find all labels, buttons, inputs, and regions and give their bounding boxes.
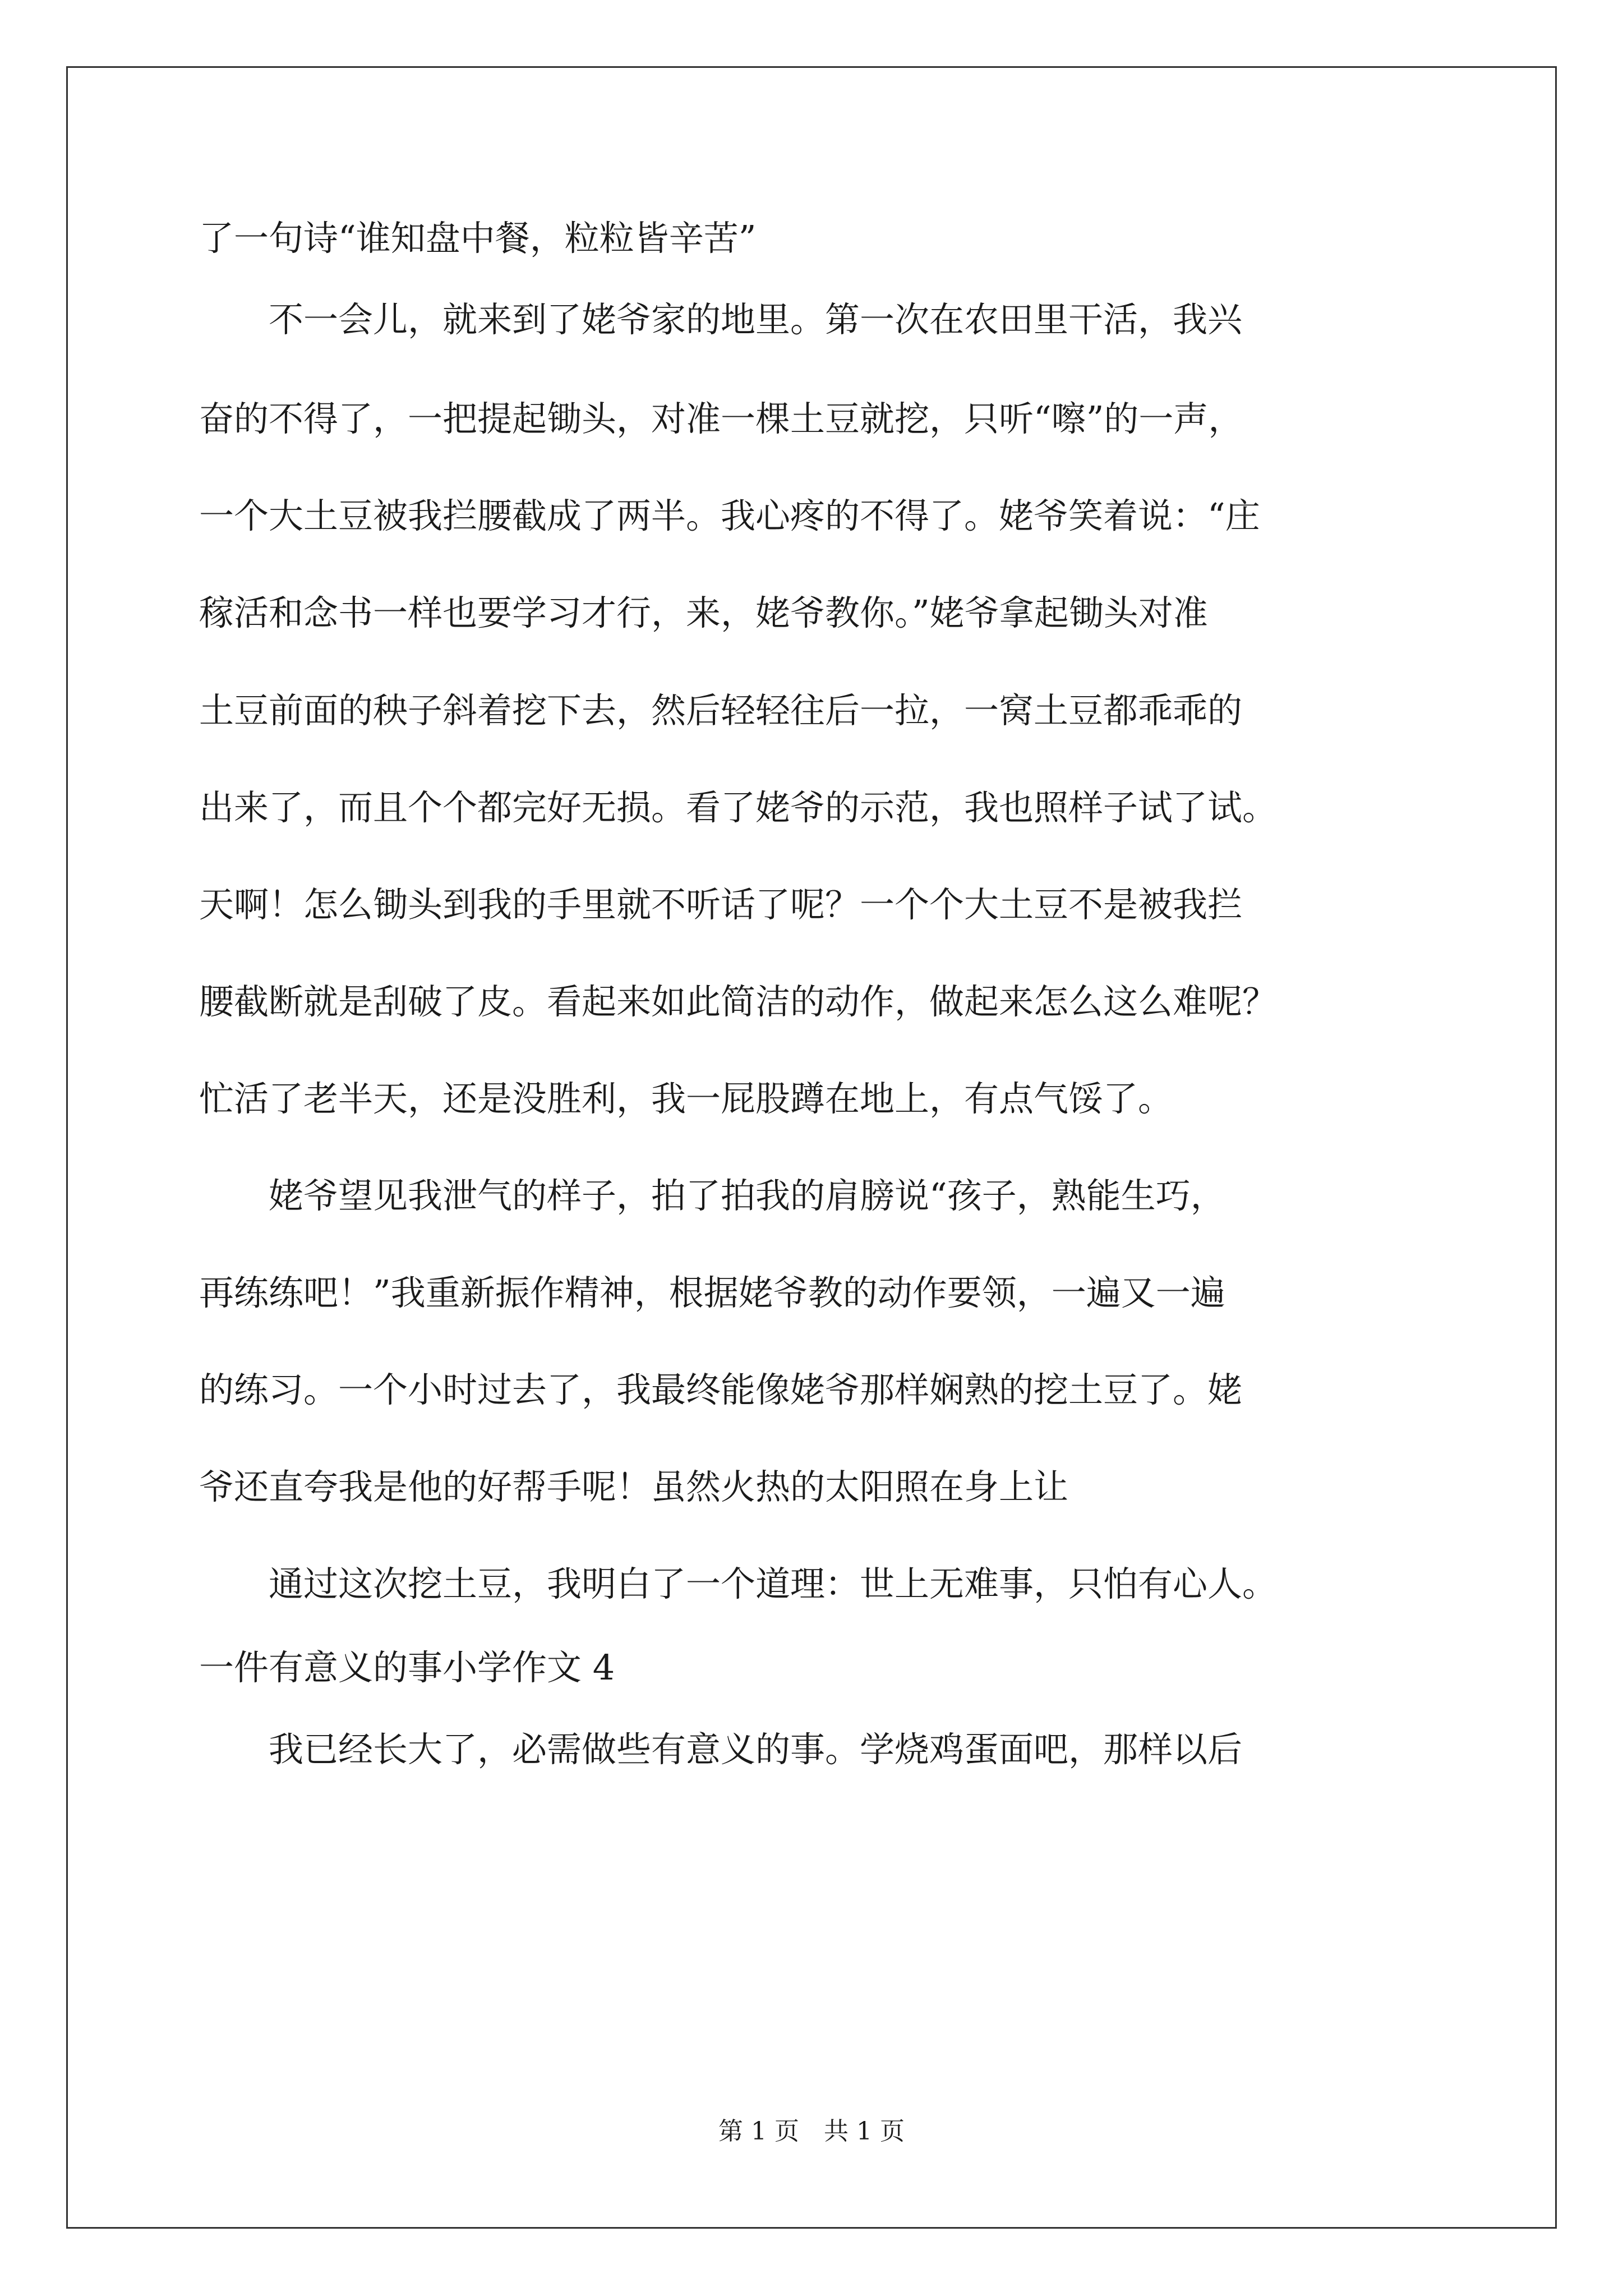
text-line: 姥爷望见我泄气的样子，拍了拍我的肩膀说“孩子，熟能生巧， <box>199 1175 1225 1216</box>
text-line: 再练练吧！”我重新振作精神，根据姥爷教的动作要领，一遍又一遍 <box>199 1272 1225 1313</box>
text-line: 天啊！怎么锄头到我的手里就不听话了呢？一个个大土豆不是被我拦 <box>199 884 1243 925</box>
text-line: 稼活和念书一样也要学习才行，来，姥爷教你。”姥爷拿起锄头对准 <box>199 592 1208 633</box>
text-line: 爷还直夸我是他的好帮手呢！虽然火热的太阳照在身上让 <box>199 1466 1069 1507</box>
page-border <box>66 66 1557 2229</box>
page-footer: 第 1 页 共 1 页 <box>718 2117 905 2146</box>
text-line: 一个大土豆被我拦腰截成了两半。我心疼的不得了。姥爷笑着说：“庄 <box>199 495 1260 536</box>
text-line: 了一句诗“谁知盘中餐，粒粒皆辛苦” <box>199 218 757 259</box>
text-line: 腰截断就是刮破了皮。看起来如此简洁的动作，做起来怎么这么难呢？ <box>199 981 1278 1022</box>
text-line: 出来了，而且个个都完好无损。看了姥爷的示范，我也照样子试了试。 <box>199 787 1278 828</box>
text-line: 忙活了老半天，还是没胜利，我一屁股蹲在地上，有点气馁了。 <box>199 1078 1173 1119</box>
text-line: 通过这次挖土豆，我明白了一个道理：世上无难事，只怕有心人。 <box>199 1563 1278 1604</box>
text-line: 的练习。一个小时过去了，我最终能像姥爷那样娴熟的挖土豆了。姥 <box>199 1369 1243 1410</box>
text-line: 我已经长大了，必需做些有意义的事。学烧鸡蛋面吧，那样以后 <box>199 1729 1243 1770</box>
section-heading: 一件有意义的事小学作文 4 <box>199 1647 615 1688</box>
text-line: 不一会儿，就来到了姥爷家的地里。第一次在农田里干活，我兴 <box>199 299 1243 340</box>
text-line: 奋的不得了，一把提起锄头，对准一棵土豆就挖，只听“嚓”的一声， <box>199 398 1243 439</box>
text-line: 土豆前面的秧子斜着挖下去，然后轻轻往后一拉，一窝土豆都乖乖的 <box>199 690 1243 731</box>
